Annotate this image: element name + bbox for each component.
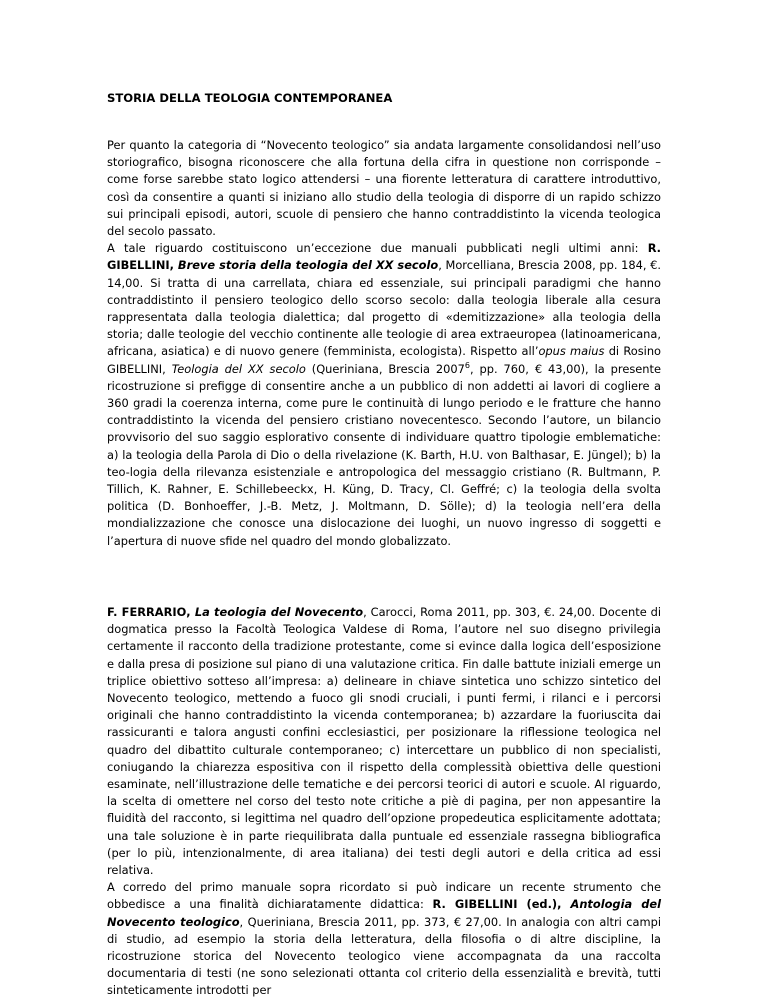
latin-phrase: opus maius xyxy=(538,344,605,359)
author-name: R. GIBELLINI, Breve storia della teologia del XX secolo xyxy=(107,241,661,273)
book-title: Breve storia della teologia del XX secolo xyxy=(177,258,439,273)
author-name: R. GIBELLINI (ed.), Antologia del Novecento teologico xyxy=(107,897,661,929)
text: di Rosino xyxy=(604,344,662,359)
text: A tale riguardo costituiscono un’eccezione due manuali pubblicati negli ultimi anni: xyxy=(107,241,648,256)
edition-superscript: 6 xyxy=(464,360,470,370)
text: Per quanto la categoria di “Novecento teologico” sia andata largamente consolidandosi nell’uso storiografico, bisogna riconoscere che alla fortuna della cifra in questione non corrisponde – come forse sarebbe stato logico attendersi – una fiorente letteratura di carattere introduttivo, così da consentire a quanti si iniziano allo studio della teologia di disporre di un rapido schizzo sui principali episodi, autori, scuole di pensiero che hanno contraddistinto la vicenda teologica del secolo passato. xyxy=(107,138,661,239)
text: (Queriniana, Brescia 2007 xyxy=(305,361,465,376)
author-name: F. FERRARIO, La teologia del Novecento xyxy=(107,605,364,619)
book-title: Teologia del XX secolo xyxy=(171,361,306,376)
text: , Queriniana, Brescia 2011, pp. 373, € 27,00. In analogia con altri campi di studio, ad esempio la storia della letteratura, della filosofia o di altre discipline, la ricostruzione storica del Novecento teologico viene accompagnata da una raccolta documentaria di testi (ne sono selezionati ottanta col criterio della essenzialità e brevità, tutti sinteticamente introdotti per xyxy=(107,914,661,998)
paragraph-ferrario xyxy=(107,604,661,1000)
book-title: La teologia del Novecento xyxy=(194,605,364,619)
paragraph-intro: Per quanto la categoria di “Novecento teologico” sia andata largamente consolidandosi nell’uso storiografico, bisogna riconoscere che alla fortuna della cifra in questione non corrisponde – come forse sarebbe stato logico attendersi – una fiorente letteratura di carattere introduttivo, così da consentire a quanti si iniziano allo studio della teologia di disporre di un rapido schizzo sui principali episodi, autori, scuole di pensiero che hanno contraddistinto la vicenda teologica del secolo passato. A tale riguardo costituiscono un’eccezione due manuali pubblicati negli ultimi anni: R. GIBELLINI, Breve storia della teologia del XX secolo, Morcelliana, Brescia 2008, pp. 184, €. 14,00. Si tratta di una carrellata, chiara ed essenziale, sui principali paradigmi che hanno contraddistinto il pensiero teologico dello scorso secolo: dalla teologia liberale alla cesura rappresentata dalla teologia dialettica; dal progetto di «demitizzazione» alla teologia della storia; dalle teologie del vecchio continente alle teologie di area extraeuropea (latinoamericana, africana, asiatica) e di nuovo genere (femminista, ecologista). Rispetto all’opus maius di Rosino GIBELLINI, Teologia del XX secolo (Queriniana, Brescia 2007$^6$, pp. 760, € 43,00), la presente ricostruzione si prefigge di consentire anche a un pubblico di non addetti ai lavori di cogliere a 360 gradi la coerenza interna, come pure le continuità di lungo periodo e le fratture che hanno contraddistinto la vicenda del pensiero cristiano novecentesco. Secondo l’autore, un bilancio provvisorio del suo saggio esplorativo consente di individuare quattro tipologie emblematiche: a) la teologia della Parola di Dio o della rivelazione (K. Barth, H.U. von Balthasar, E. Jüngel); b) la teo-logia della rilevanza esistenziale e antropologica del messaggio cristiano (R. Bultmann, P. Tillich, K. Rahner, E. Schillebeeckx, H. Küng, D. Tracy, Cl. Geffré; c) la teologia della svolta politica (D. Bonhoeffer, J.-B. Metz, J. Moltmann, D. Sölle); d) la teologia nell’era della mondializzazione che conosce una dislocazione dei luoghi, un nuovo ingresso di soggetti e l’apertura di nuove sfide nel quadro del mondo globalizzato. xyxy=(107,138,662,548)
book-title: Antologia del Novecento teologico xyxy=(107,897,661,929)
author-name: GIBELLINI xyxy=(107,361,163,376)
text: A corredo del primo manuale sopra ricordato si può indicare un recente strumento che obbedisce a una finalità dichiaratamente didattica: xyxy=(107,880,661,912)
text: , Morcelliana, Brescia 2008, pp. 184, €. 14,00. Si tratta di una carrellata, chiara ed essenziale, sui principali paradigmi che hanno contraddistinto il pensiero teologico dello scorso secolo: dalla teologia liberale alla cesura rappresentata dalla teologia dialettica; dal progetto di «demitizzazione» alla teologia della storia; dalle teologie del vecchio continente alle teologie di area extraeuropea (latinoamericana, africana, asiatica) e di nuovo genere (femminista, ecologista). Rispetto all’ xyxy=(107,258,661,359)
page-title: STORIA DELLA TEOLOGIA CONTEMPORANEA xyxy=(107,91,393,105)
text: , pp. 760, € 43,00), la presente ricostruzione si prefigge di consentire anche a un pubblico di non addetti ai lavori di cogliere a 360 gradi la coerenza interna, come pure le continuità di lungo periodo e le fratture che hanno contraddistinto la vicenda del pensiero cristiano novecentesco. Secondo l’autore, un bilancio provvisorio del suo saggio esplorativo consente di individuare quattro tipologie emblematiche: a) la teologia della Parola di Dio o della rivelazione (K. Barth, H.U. von Balthasar, E. Jüngel); b) la teo-logia della rilevanza esistenziale e antropologica del messaggio cristiano (R. Bultmann, P. Tillich, K. Rahner, E. Schillebeeckx, H. Küng, D. Tracy, Cl. Geffré; c) la teologia della svolta politica (D. Bonhoeffer, J.-B. Metz, J. Moltmann, D. Sölle); d) la teologia nell’era della mondializzazione che conosce una dislocazione dei luoghi, un nuovo ingresso di soggetti e l’apertura di nuove sfide nel quadro del mondo globalizzato. xyxy=(107,361,661,548)
text: , Carocci, Roma 2011, pp. 303, €. 24,00. Docente di dogmatica presso la Facoltà Teologica Valdese di Roma, l’autore nel suo disegno privilegia certamente il racconto della tradizione protestante, come si evince dalla logica dell’esposizione e dalla presa di posizione sul piano di una valutazione critica. Fin dalle battute iniziali emerge un triplice obiettivo sotteso all’impresa: a) delineare in chiave sintetica uno schizzo sintetico del Novecento teologico, mettendo a fuoco gli snodi cruciali, i punti fermi, i rilanci e i percorsi originali che hanno contraddistinto la vicenda contemporanea; b) azzardare la fuoriuscita dai rassicuranti e talora angusti confini ecclesiastici, per posizionare la riflessione teologica nel quadro del dibattito culturale contemporaneo; c) intercettare un pubblico di non specialisti, coniugando la chiarezza espositiva con il rispetto della complessità obiettiva delle questioni esaminate, nell’illustrazione delle tematiche e dei percorsi teorici di autori e scuole. Al riguardo, la scelta di omettere nel corso del testo note critiche a piè di pagina, per non appesantire la fluidità del racconto, si legittima nel quadro dell’opzione propedeutica esplicitamente adottata; una tale soluzione è in parte riequilibrata dalla puntuale ed essenziale rassegna bibliografica (per lo più, intenzionalmente, di area italiana) dei testi degli autori e della critica ad essi relativa. xyxy=(107,605,661,878)
